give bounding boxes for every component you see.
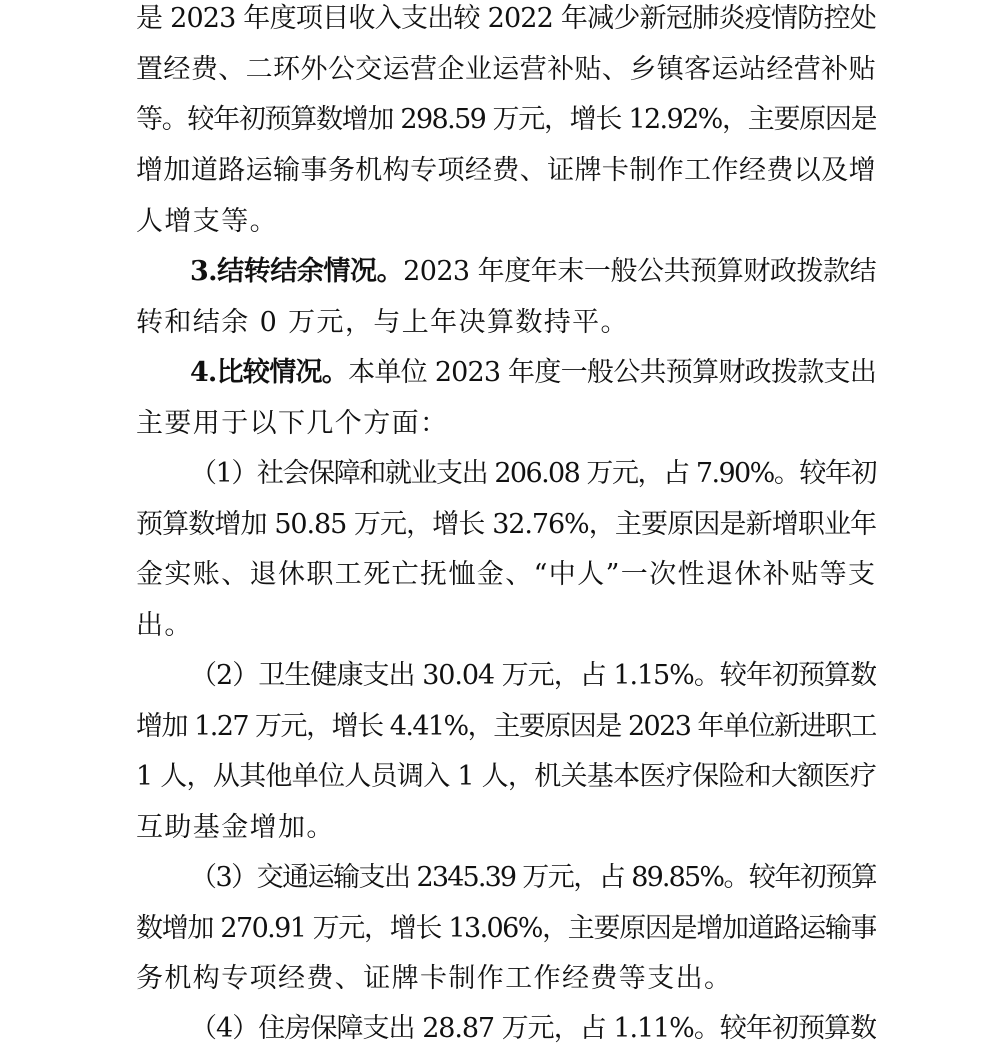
text-line: 出。 xyxy=(136,610,193,642)
text-line: 置经费、二环外公交运营企业运营补贴、乡镇客运站经营补贴 xyxy=(136,53,876,85)
text-line: 主要用于以下几个方面： xyxy=(136,407,449,439)
text-line: 增加道路运输事务机构专项经费、证牌卡制作工作经费以及增 xyxy=(136,155,876,187)
text-line: （1）社会保障和就业支出 206.08 万元，占 7.90%。较年初 xyxy=(190,458,876,489)
text-line: 等。较年初预算数增加 298.59 万元，增长 12.92%，主要原因是 xyxy=(136,104,876,136)
text-line: 增加 1.27 万元，增长 4.41%，主要原因是 2023 年单位新进职工 xyxy=(136,710,876,742)
text-line: 1 人，从其他单位人员调入 1 人，机关基本医疗保险和大额医疗 xyxy=(136,761,876,793)
paragraph-project-income xyxy=(136,0,876,248)
text-line: （2）卫生健康支出 30.04 万元，占 1.15%。较年初预算数 xyxy=(190,660,876,691)
paragraph-carryover xyxy=(136,247,876,348)
paragraph-health xyxy=(136,651,876,854)
text-line: 数增加 270.91 万元，增长 13.06%，主要原因是增加道路运输事 xyxy=(136,912,876,944)
section-heading: 4.比较情况。 xyxy=(190,357,349,388)
text-line: 预算数增加 50.85 万元，增长 32.76%，主要原因是新增职业年 xyxy=(136,508,876,540)
document-page xyxy=(136,0,876,1043)
section-heading: 3.结转结余情况。 xyxy=(190,256,404,287)
paragraph-housing xyxy=(136,1004,876,1043)
text-line: 是 2023 年度项目收入支出较 2022 年减少新冠肺炎疫情防控处 xyxy=(136,3,876,34)
paragraph-social-security xyxy=(136,449,876,652)
text-fragment: 本单位 2023 年度一般公共预算财政拨款支出 xyxy=(348,357,876,388)
text-line xyxy=(136,247,876,298)
text-line: 务机构专项经费、证牌卡制作工作经费等支出。 xyxy=(136,963,733,995)
paragraph-comparison xyxy=(136,348,876,449)
paragraph-transport xyxy=(136,853,876,1005)
text-line: 转和结余 0 万元，与上年决算数持平。 xyxy=(136,306,629,338)
text-fragment: 2023 年度年末一般公共预算财政拨款结 xyxy=(403,256,876,287)
text-line: （3）交通运输支出 2345.39 万元，占 89.85%。较年初预算 xyxy=(190,862,876,893)
text-line: 人增支等。 xyxy=(136,205,278,237)
text-line: 互助基金增加。 xyxy=(136,812,335,844)
text-line xyxy=(136,348,876,399)
text-line: （4）住房保障支出 28.87 万元，占 1.11%。较年初预算数 xyxy=(190,1013,876,1043)
text-line: 金实账、退休职工死亡抚恤金、“中人”一次性退休补贴等支 xyxy=(136,559,876,591)
